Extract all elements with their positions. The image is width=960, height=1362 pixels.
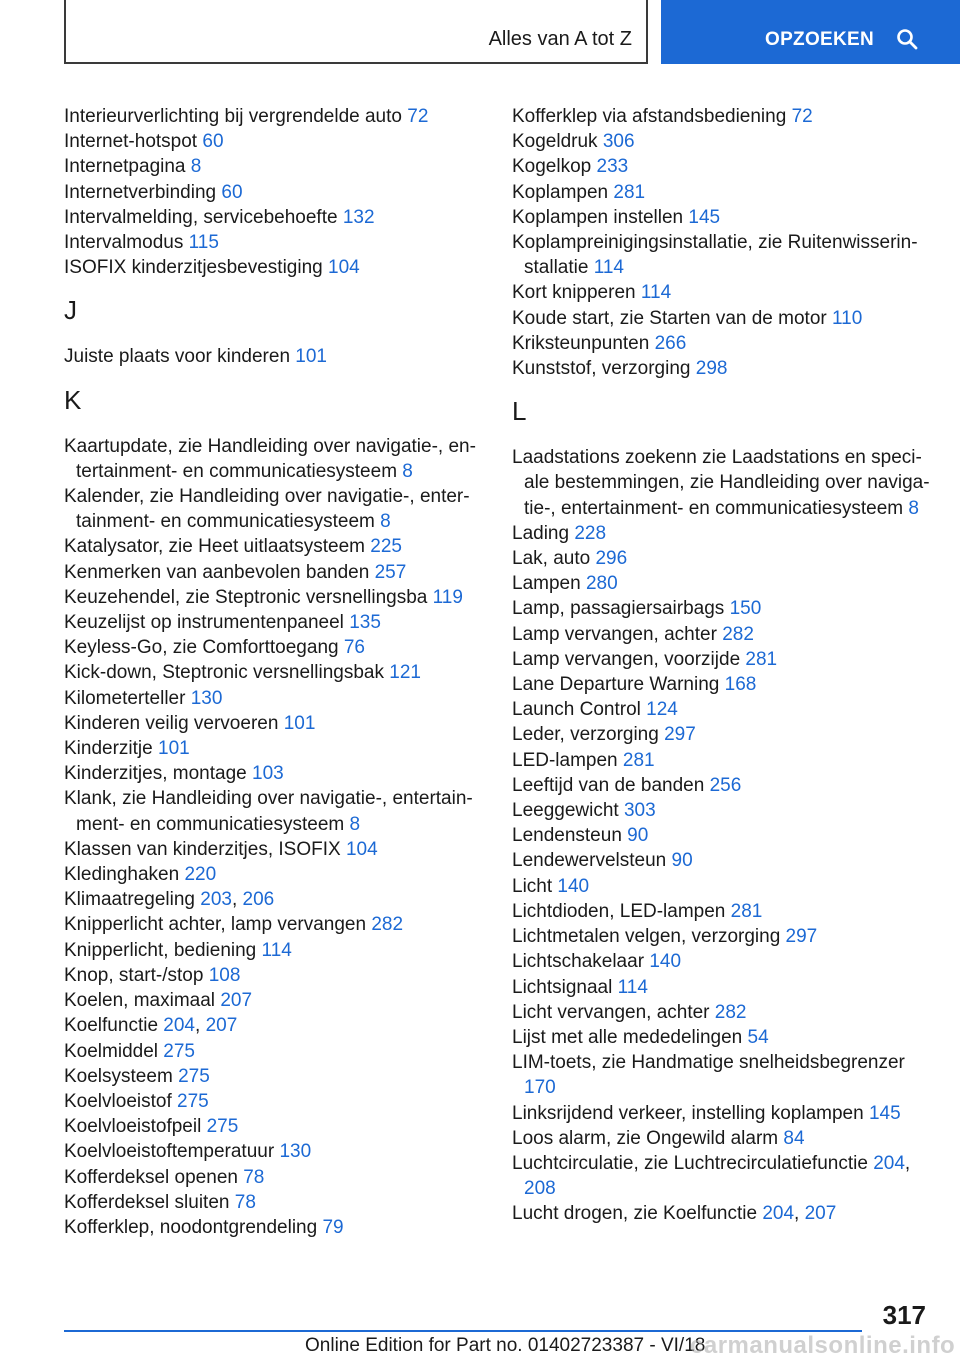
entry-term: Leeftijd van de banden — [512, 774, 705, 796]
index-entry — [64, 154, 484, 179]
entry-term: Kriksteunpunten — [512, 332, 650, 354]
page-link[interactable]: 114 — [261, 939, 292, 961]
entry-term: Lucht drogen, zie Koelfunctie — [512, 1203, 758, 1225]
entry-term: Lading — [512, 522, 570, 544]
index-column-right — [512, 104, 932, 1227]
page-link[interactable]: 8 — [908, 497, 919, 519]
entry-term: Interieurverlichting bij vergrendelde auto — [64, 106, 402, 127]
index-entry — [512, 798, 932, 823]
entry-term: Klassen van kinderzitjes, ISOFIX — [64, 838, 341, 860]
index-entry — [64, 344, 484, 369]
index-entry — [64, 761, 484, 786]
index-entry — [512, 571, 932, 596]
page-link[interactable]: 114 — [640, 282, 672, 304]
entry-term: Internetverbinding — [64, 181, 217, 203]
index-entry — [512, 672, 932, 697]
index-entry — [64, 104, 484, 129]
page-link[interactable]: 204 — [873, 1152, 905, 1174]
entry-term: Intervalmelding, servicebehoefte — [64, 206, 338, 228]
entry-term: Knipperlicht achter, lamp vervangen — [64, 914, 367, 936]
entry-term: Kofferdeksel openen — [64, 1166, 238, 1188]
page-link[interactable]: 104 — [345, 838, 378, 860]
entry-term: Koelfunctie — [64, 1015, 159, 1037]
index-entry — [64, 484, 484, 534]
entry-term: Koplampen — [512, 181, 609, 203]
entry-term: Kogeldruk — [512, 131, 598, 153]
index-entry — [512, 874, 932, 899]
page-link[interactable]: 135 — [349, 612, 381, 634]
index-entry — [64, 786, 484, 836]
page-link[interactable]: 220 — [184, 864, 217, 886]
page-link[interactable]: 101 — [283, 712, 316, 734]
index-entry — [64, 1089, 484, 1114]
page-link[interactable]: 208 — [524, 1178, 556, 1200]
page-link[interactable]: 114 — [617, 976, 648, 998]
index-entry — [512, 823, 932, 848]
entry-term: Kaartupdate, zie Handleiding over navigatie-, entertainment- en communicatiesysteem — [64, 435, 476, 482]
page-link[interactable]: 110 — [832, 307, 863, 329]
index-entry — [512, 180, 932, 205]
page-link[interactable]: 257 — [374, 561, 407, 583]
entry-term: Juiste plaats voor kinderen — [64, 346, 291, 368]
page-link[interactable]: 121 — [389, 662, 421, 684]
search-tab[interactable] — [661, 0, 960, 64]
index-entry — [512, 1000, 932, 1025]
page-link[interactable]: 72 — [791, 106, 813, 127]
entry-term: Keuzelijst op instrumentenpaneel — [64, 612, 344, 634]
entry-term: Lamp, passagiersairbags — [512, 598, 725, 620]
page-link[interactable]: 207 — [220, 990, 253, 1012]
index-entry — [512, 306, 932, 331]
index-entry — [512, 899, 932, 924]
entry-term: Loos alarm, zie Ongewild alarm — [512, 1127, 779, 1149]
index-entry — [512, 697, 932, 722]
page-link[interactable]: 207 — [205, 1015, 238, 1037]
entry-term: Lichtmetalen velgen, verzorging — [512, 926, 781, 948]
entry-term: Licht vervangen, achter — [512, 1001, 710, 1023]
page-link[interactable]: 296 — [595, 548, 628, 570]
index-entry — [64, 129, 484, 154]
page-link[interactable]: 114 — [593, 257, 624, 279]
entry-term: Lijst met alle mededelingen — [512, 1026, 743, 1048]
entry-term: Keyless-Go, zie Comforttoegang — [64, 637, 339, 659]
index-entry — [64, 1165, 484, 1190]
top-navigation — [0, 0, 960, 66]
page-link[interactable]: 204 — [163, 1015, 195, 1037]
entry-term: Licht — [512, 875, 553, 897]
page-link[interactable]: 124 — [646, 699, 678, 721]
entry-term: ISOFIX kinderzitjesbevestiging — [64, 257, 323, 279]
page-link[interactable]: 303 — [623, 800, 656, 822]
page-link[interactable]: 282 — [371, 914, 404, 936]
page-link[interactable]: 60 — [221, 181, 243, 203]
page-link[interactable]: 280 — [585, 573, 618, 595]
index-entry — [64, 1215, 484, 1240]
index-entry — [512, 1101, 932, 1126]
index-entry — [512, 331, 932, 356]
entry-term: Koelvloeistof — [64, 1090, 172, 1112]
index-entry — [512, 129, 932, 154]
index-entry — [64, 912, 484, 937]
index-tab[interactable] — [64, 0, 648, 64]
section-letter: J — [64, 295, 77, 326]
entry-term: Laadstations zoekenn zie Laadstations en speciale bestemmingen, zie Handleiding over navigatie-, entertainment- en communicatiesysteem — [512, 447, 930, 519]
page-link[interactable]: 54 — [747, 1026, 769, 1048]
page-link[interactable]: 8 — [349, 813, 361, 835]
page-link[interactable]: 266 — [654, 332, 687, 354]
entry-term: Klimaatregeling — [64, 889, 195, 911]
entry-term: Kalender, zie Handleiding over navigatie-, entertainment- en communicatiesysteem — [64, 486, 470, 533]
index-entry — [512, 546, 932, 571]
magnifier-icon — [895, 27, 919, 51]
page-link[interactable]: 140 — [649, 951, 682, 973]
entry-term: Koude start, zie Starten van de motor — [512, 307, 827, 329]
entry-term: Kort knipperen — [512, 282, 636, 304]
entry-term: Kofferklep via afstandsbediening — [512, 106, 787, 127]
index-entry — [64, 1190, 484, 1215]
entry-term: Internetpagina — [64, 156, 186, 178]
page-link[interactable]: 282 — [714, 1001, 747, 1023]
entry-term: Lak, auto — [512, 548, 591, 570]
index-entry — [512, 1050, 932, 1100]
index-entry — [512, 596, 932, 621]
page-link[interactable]: 275 — [178, 1065, 210, 1087]
section-letter: K — [64, 384, 82, 415]
index-entry — [64, 180, 484, 205]
page-link[interactable]: 130 — [279, 1141, 312, 1163]
page-link[interactable]: 281 — [730, 900, 763, 922]
entry-term: Intervalmodus — [64, 232, 184, 254]
index-entry — [64, 988, 484, 1013]
entry-term: Lichtsignaal — [512, 976, 613, 998]
index-entry — [512, 1025, 932, 1050]
page-link[interactable]: 145 — [868, 1102, 901, 1124]
page-link[interactable]: 8 — [380, 511, 391, 533]
index-entry — [64, 1114, 484, 1139]
index-column-left — [64, 104, 484, 1240]
page-link[interactable]: 132 — [342, 206, 375, 228]
index-entry — [512, 205, 932, 230]
index-entry — [64, 585, 484, 610]
page-link[interactable]: 298 — [695, 358, 728, 380]
index-entry — [64, 230, 484, 255]
page-link[interactable]: 150 — [729, 598, 762, 620]
entry-term: Koelvloeistofpeil — [64, 1116, 202, 1138]
entry-term: Leeggewicht — [512, 800, 619, 822]
watermark: carmanualsonline.info — [690, 1332, 956, 1359]
page-link[interactable]: 275 — [177, 1090, 209, 1112]
entry-term: Koelvloeistoftemperatuur — [64, 1141, 275, 1163]
page-link[interactable]: 306 — [602, 131, 635, 153]
page-link[interactable]: 282 — [722, 623, 754, 645]
entry-term: Koelmiddel — [64, 1040, 158, 1062]
page-link[interactable]: 119 — [432, 586, 463, 608]
index-entry — [64, 1139, 484, 1164]
page-link[interactable]: 108 — [208, 964, 241, 986]
page-link[interactable]: 79 — [322, 1216, 344, 1238]
entry-term: Luchtcirculatie, zie Luchtrecirculatiefunctie — [512, 1152, 868, 1174]
index-entry — [64, 205, 484, 230]
page-link[interactable]: 101 — [158, 738, 190, 760]
index-entry — [64, 610, 484, 635]
index-entry: Klimaatregeling 203, 206 — [64, 889, 275, 911]
index-entry — [512, 521, 932, 546]
page-link[interactable]: 130 — [190, 687, 223, 709]
page-number: 317 — [882, 1300, 926, 1330]
entry-term: Linksrijdend verkeer, instelling koplampen — [512, 1102, 864, 1124]
page-link[interactable]: 8 — [190, 156, 202, 178]
page-link[interactable]: 170 — [524, 1077, 556, 1099]
entry-term: Kunststof, verzorging — [512, 358, 691, 380]
page-link[interactable]: 275 — [163, 1040, 195, 1062]
entry-term: Klank, zie Handleiding over navigatie-, entertainment- en communicatiesysteem — [64, 788, 473, 835]
entry-term: Lamp vervangen, voorzijde — [512, 648, 741, 670]
index-entry — [512, 445, 932, 521]
page-link[interactable]: 115 — [188, 232, 219, 254]
page-link[interactable]: 281 — [622, 749, 655, 771]
entry-term: Kinderzitjes, montage — [64, 763, 247, 785]
index-entry — [512, 230, 932, 280]
page-link[interactable]: 8 — [402, 460, 413, 482]
page-link[interactable]: 281 — [745, 648, 778, 670]
entry-term: LED-lampen — [512, 749, 618, 771]
page-link[interactable]: 297 — [785, 926, 818, 948]
entry-term: Kinderzitje — [64, 738, 153, 760]
index-entry — [512, 773, 932, 798]
index-entry — [64, 736, 484, 761]
index-tab-label: Alles van A tot Z — [488, 28, 632, 50]
entry-term: Lamp vervangen, achter — [512, 623, 717, 645]
index-entry — [512, 356, 932, 381]
page-link[interactable]: 104 — [328, 257, 360, 279]
index-entry — [64, 938, 484, 963]
index-entry — [512, 848, 932, 873]
entry-term: Kledinghaken — [64, 864, 180, 886]
page-link[interactable]: 60 — [202, 131, 224, 153]
page-link[interactable]: 72 — [407, 106, 429, 127]
index-entry — [64, 255, 484, 280]
entry-term: Knipperlicht, bediening — [64, 939, 257, 961]
page-link[interactable]: 233 — [596, 156, 629, 178]
index-entry — [512, 104, 932, 129]
index-entry — [64, 711, 484, 736]
index-entry — [64, 1064, 484, 1089]
entry-term: Keuzehendel, zie Steptronic versnellingsba — [64, 586, 428, 608]
entry-term: Knop, start-/stop — [64, 964, 204, 986]
entry-term: Lampen — [512, 573, 581, 595]
index-entry — [512, 154, 932, 179]
entry-term: Koelen, maximaal — [64, 990, 216, 1012]
page-link[interactable]: 206 — [242, 889, 275, 911]
search-tab-label: OPZOEKEN — [765, 29, 875, 50]
entry-term: Koelsysteem — [64, 1065, 173, 1087]
entry-term: Kenmerken van aanbevolen banden — [64, 561, 370, 583]
entry-term: Launch Control — [512, 699, 641, 721]
entry-term: Lichtdioden, LED-lampen — [512, 900, 726, 922]
entry-term: Kilometerteller — [64, 687, 186, 709]
page-link[interactable]: 168 — [724, 674, 757, 696]
page-link[interactable]: 203 — [200, 889, 232, 911]
page-link[interactable]: 78 — [234, 1191, 256, 1213]
entry-term: Koplampen instellen — [512, 206, 684, 228]
page-link[interactable]: 140 — [557, 875, 590, 897]
index-entry — [512, 647, 932, 672]
index-entry — [64, 686, 484, 711]
entry-term: Lichtschakelaar — [512, 951, 645, 973]
index-entry — [512, 949, 932, 974]
index-entry — [64, 862, 484, 887]
page-link[interactable]: 281 — [613, 181, 646, 203]
page-link[interactable]: 90 — [627, 825, 649, 847]
entry-term: Kofferklep, noodontgrendeling — [64, 1216, 318, 1238]
section-letter: L — [512, 396, 527, 427]
page-link[interactable]: 275 — [206, 1116, 239, 1138]
index-entry — [64, 434, 484, 484]
page-link[interactable]: 145 — [688, 206, 721, 228]
page-link[interactable]: 103 — [252, 763, 284, 785]
page-link[interactable]: 228 — [574, 522, 607, 544]
page-link[interactable]: 76 — [343, 637, 365, 659]
index-entry — [64, 635, 484, 660]
entry-term: Leder, verzorging — [512, 724, 659, 746]
page-link[interactable]: 78 — [243, 1166, 265, 1188]
index-entry — [64, 560, 484, 585]
index-entry: Koelfunctie 204, 207 — [64, 1015, 238, 1037]
index-entry — [512, 924, 932, 949]
page-link[interactable]: 225 — [370, 536, 402, 558]
index-entry — [512, 280, 932, 305]
index-entry — [64, 1039, 484, 1064]
page-link[interactable]: 297 — [664, 724, 696, 746]
index-entry — [64, 660, 484, 685]
index-entry — [512, 748, 932, 773]
page-link[interactable]: 101 — [295, 346, 327, 368]
entry-term: Lendewervelsteun — [512, 850, 667, 872]
page-link[interactable]: 207 — [804, 1203, 837, 1225]
page-link[interactable]: 204 — [762, 1203, 795, 1225]
entry-term: Kick-down, Steptronic versnellingsbak — [64, 662, 384, 684]
index-entry — [64, 963, 484, 988]
entry-term: LIM-toets, zie Handmatige snelheidsbegrenzer — [512, 1052, 905, 1074]
index-entry — [512, 1126, 932, 1151]
entry-term: Koplampreinigingsinstallatie, zie Ruitenwisserinstallatie — [512, 232, 918, 279]
entry-term: Kinderen veilig vervoeren — [64, 712, 279, 734]
index-entry: Lucht drogen, zie Koelfunctie 204, 207 — [512, 1203, 837, 1225]
index-entry — [64, 534, 484, 559]
entry-term: Kofferdeksel sluiten — [64, 1191, 230, 1213]
entry-term: Internet-hotspot — [64, 131, 198, 153]
entry-term: Kogelkop — [512, 156, 592, 178]
index-entry — [64, 837, 484, 862]
page-link[interactable]: 84 — [783, 1127, 805, 1149]
page-link[interactable]: 90 — [671, 850, 693, 872]
index-entry — [512, 622, 932, 647]
entry-term: Lane Departure Warning — [512, 674, 720, 696]
index-entry — [512, 975, 932, 1000]
page-link[interactable]: 256 — [709, 774, 742, 796]
edition-text: Online Edition for Part no. 01402723387 - VI/18 — [305, 1335, 706, 1356]
index-entry: Luchtcirculatie, zie Luchtrecirculatiefunctie 204, 208 — [512, 1152, 911, 1200]
index-entry — [512, 722, 932, 747]
entry-term: Katalysator, zie Heet uitlaatsysteem — [64, 536, 365, 558]
entry-term: Lendensteun — [512, 825, 622, 847]
